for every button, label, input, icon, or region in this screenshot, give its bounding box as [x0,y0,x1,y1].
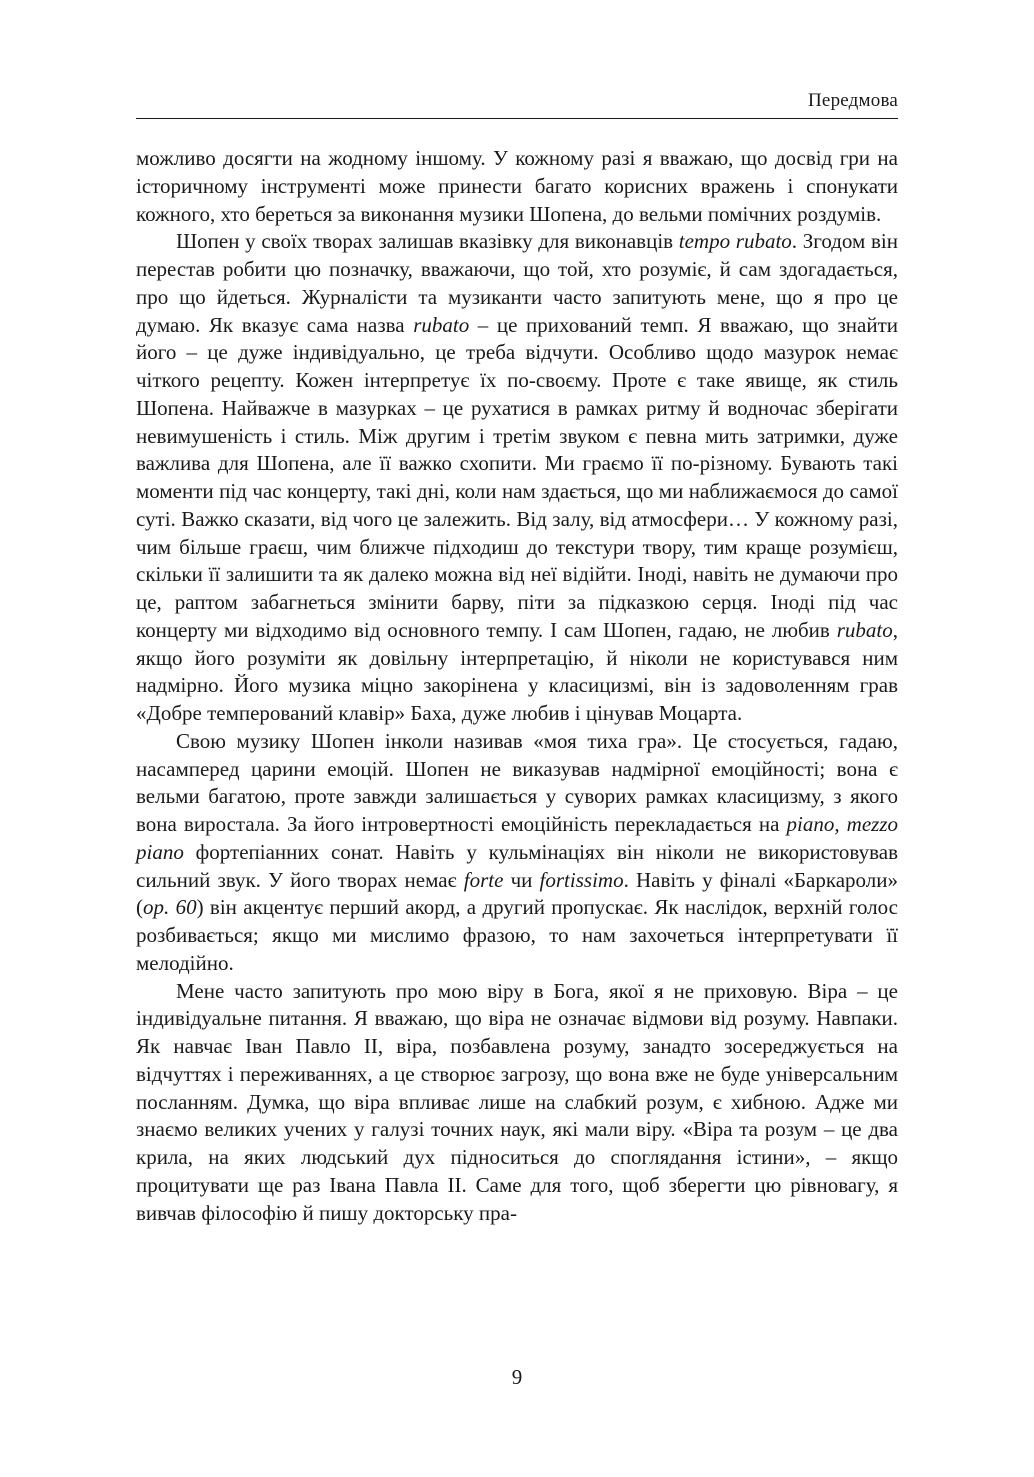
paragraph [136,145,898,228]
paragraph [136,228,898,728]
text-segment: ) він акцентує перший акорд, а другий пропускає. Як наслідок, верхній голос розбивається; якщо ми мислимо фразою, то нам захочеться інтерпретувати її мелодійно. [136,895,898,975]
text-segment: Мене часто запитують про мою віру в Бога, якої я не приховую. Віра – це індивідуальне питання. Я вважаю, що віра не означає відмови від розуму. Навпаки. Як навчає Іван Павло ІІ, віра, позбавлена розуму, занадто зосереджується на відчуттях і переживаннях, а це створює загрозу, що вона вже не буде універсальним посланням. Думка, що віра впливає лише на слабкий розум, є хибною. Адже ми знаємо великих учених у галузі точних наук, які мали віру. «Віра та розум – це два крила, на яких людський дух підноситься до споглядання істини», – якщо процитувати ще раз Івана Павла ІІ. Саме для того, щоб зберегти цю рівновагу, я вивчав філософію й пишу докторську пра- [136,978,898,1225]
italic-term: fortissimo [539,867,624,892]
text-segment: можливо досягти на жодному іншому. У кожному разі я вважаю, що досвід гри на історичному інструменті може принести багато корисних вражень і спонукати кожного, хто береться за виконання музики Шопена, до вельми помічних роздумів. [136,146,898,226]
text-segment: Свою музику Шопен інколи називав «моя тиха гра». Це стосується, гадаю, насамперед царини емоцій. Шопен не виказував надмірної емоційності; вона є вельми багатою, проте завжди залишається у суворих рамках класицизму, з якого вона виростала. За його інтровертності емоційність перекладається на [136,728,898,836]
italic-term: forte [463,867,504,892]
running-header-title: Передмова [808,90,898,111]
text-segment: чи [503,867,540,892]
italic-term: rubato [836,617,893,642]
paragraph [136,978,898,1228]
paragraph [136,728,898,978]
italic-term: rubato [413,312,470,337]
running-header [136,86,898,119]
page-body [136,145,898,1227]
page-number: 9 [511,1365,523,1389]
text-segment: Шопен у своїх творах залишав вказівку для виконавців [176,229,679,254]
text-segment: . Згодом він перестав робити цю позначку, вважаючи, що той, хто розуміє, й сам здогадається, про що йдеться. Журналісти та музиканти часто запитують мене, що я про це думаю. Як вказує сама назва [136,229,898,337]
italic-term: piano, mezzo piano [136,812,898,864]
italic-term: tempo rubato [678,229,792,254]
text-segment: . Навіть у фіналі «Баркароли» ( [136,867,898,920]
italic-term: op. 60 [143,895,197,920]
text-segment: – це прихований темп. Я вважаю, що знайти його – це дуже індивідуально, це треба відчути. Особливо щодо мазурок немає чіткого рецепту. Кожен інтерпретує їх по-своєму. Проте є таке явище, як стиль Шопена. Найважче в мазурках – це рухатися в рамках ритму й водночас зберігати невимушеність і стиль. Між другим і третім звуком є певна мить затримки, дуже важлива для Шопена, але її важко схопити. Ми граємо її по-різному. Бувають такі моменти під час концерту, такі дні, коли нам здається, що ми наближаємося до самої суті. Важко сказати, від чого це залежить. Від залу, від атмосфери… У кожному разі, чим більше граєш, чим ближче підходиш до текстури твору, тим краще розумієш, скільки її залишити та як далеко можна від неї відійти. Іноді, навіть не думаючи про це, раптом забагнеться змінити барву, піти за підказкою серця. Іноді під час концерту ми відходимо від основного темпу. І сам Шопен, гадаю, не любив [136,312,898,642]
text-segment: , якщо його розуміти як довільну інтерпретацію, й ніколи не користувався ним надмірно. Його музика міцно закорінена у класицизмі, він із задоволенням грав «Добре темперований клавір» Баха, дуже любив і цінував Моцарта. [136,617,898,725]
text-segment: фортепіанних сонат. Навіть у кульмінаціях він ніколи не використовував сильний звук. У його творах немає [136,839,898,892]
